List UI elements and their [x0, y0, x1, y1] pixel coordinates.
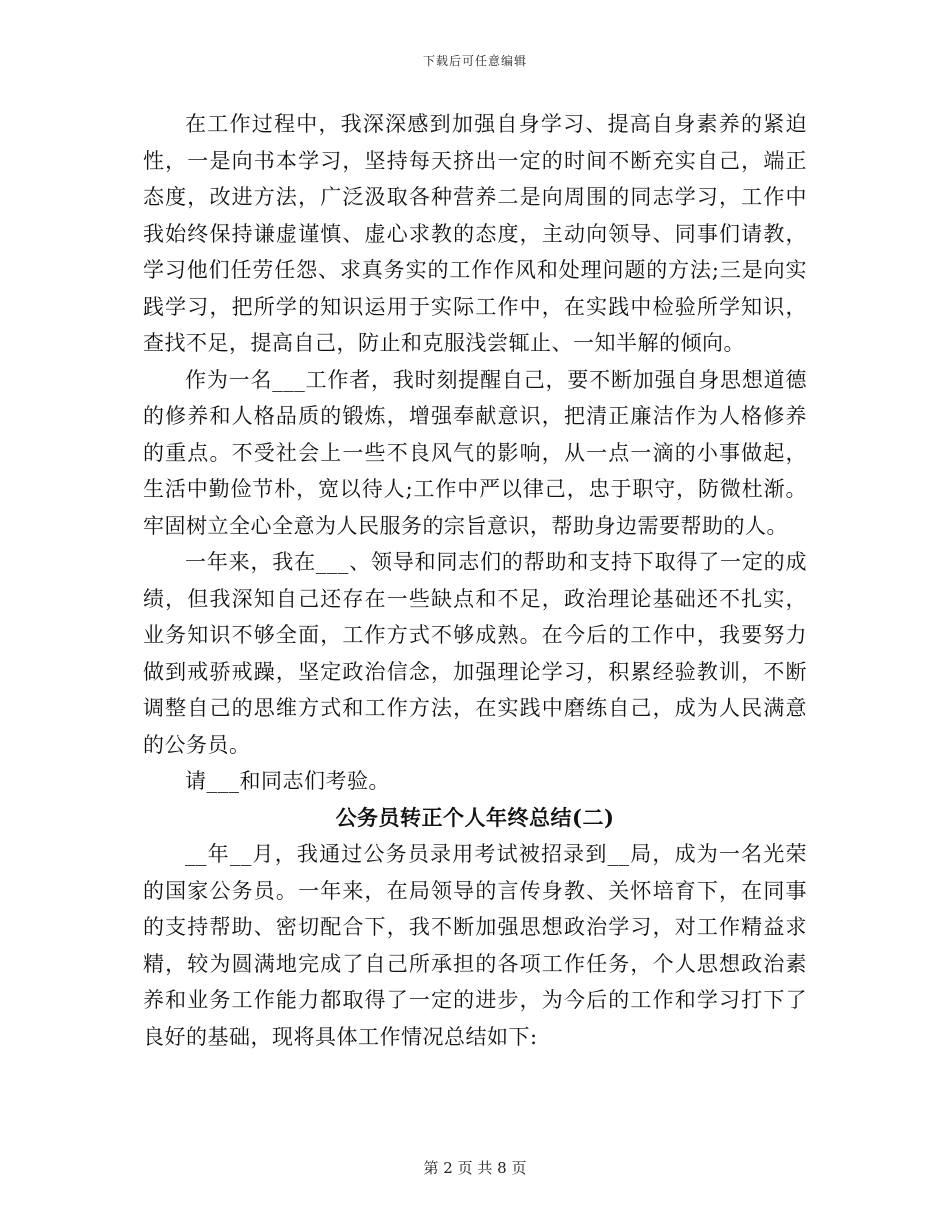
paragraph-closing: 请___和同志们考验。 [185, 769, 390, 793]
paragraph-achievements: 一年来，我在___、领导和同志们的帮助和支持下取得了一定的成绩，但我深知自己还存在一些缺点和不足，政治理论基础还不扎实，业务知识不够全面，工作方式不够成熟。在今后的工作中，我要努力做到戒骄戒躁，坚定政治信念，加强理论学习，积累经验教训，不断调整自己的思维方式和工作方法，在实践中磨练自己，成为人民满意的公务员。 [143, 550, 807, 757]
document-body [143, 106, 807, 1055]
paragraph-ethics: 作为一名___工作者，我时刻提醒自己，要不断加强自身思想道德的修养和人格品质的锻炼，增强奉献意识，把清正廉洁作为人格修养的重点。不受社会上一些不良风气的影响，从一点一滴的小事做起，生活中勤俭节朴，宽以待人;工作中严以律己，忠于职守，防微杜渐。牢固树立全心全意为人民服务的宗旨意识，帮助身边需要帮助的人。 [143, 367, 807, 538]
section-title: 公务员转正个人年终总结(二) [335, 804, 615, 830]
paragraph-section-intro: __年__月，我通过公务员录用考试被招录到__局，成为一名光荣的国家公务员。一年来，在局领导的言传身教、关怀培育下，在同事的支持帮助、密切配合下，我不断加强思想政治学习，对工作精益求精，较为圆满地完成了自己所承担的各项工作任务，个人思想政治素养和业务工作能力都取得了一定的进步，为今后的工作和学习打下了良好的基础，现将具体工作情况总结如下: [143, 842, 807, 1049]
paragraph-study: 在工作过程中，我深深感到加强自身学习、提高自身素养的紧迫性，一是向书本学习，坚持每天挤出一定的时间不断充实自己，端正态度，改进方法，广泛汲取各种营养二是向周围的同志学习，工作中我始终保持谦虚谨慎、虚心求教的态度，主动向领导、同事们请教，学习他们任劳任怨、求真务实的工作作风和处理问题的方法;三是向实践学习，把所学的知识运用于实际工作中，在实践中检验所学知识，查找不足，提高自己，防止和克服浅尝辄止、一知半解的倾向。 [143, 112, 807, 355]
page-number: 第 2 页 共 8 页 [423, 1159, 527, 1177]
page-header: 下载后可任意编辑 [422, 54, 527, 68]
